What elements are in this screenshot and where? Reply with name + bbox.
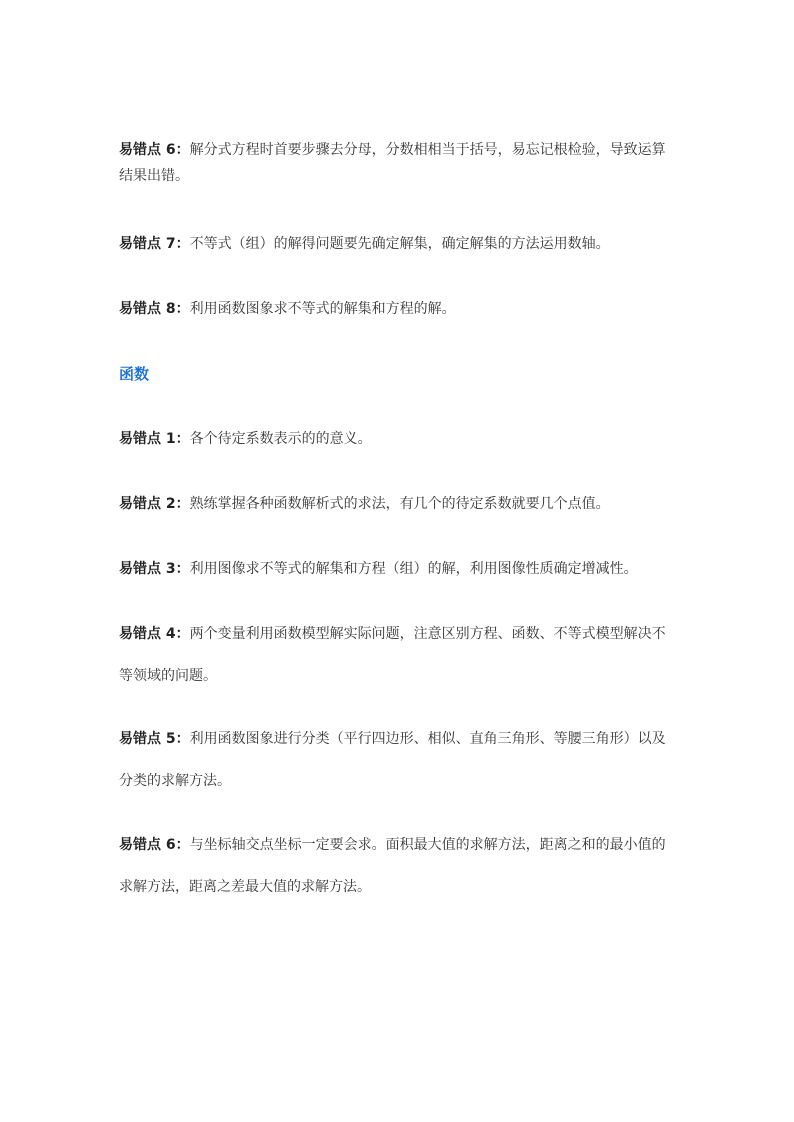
error-point-label: 易错点 7： [119, 236, 190, 252]
error-point-label: 易错点 2： [119, 496, 190, 512]
error-point-text: 利用函数图象进行分类（平行四边形、相似、直角三角形、等腰三角形）以及分类的求解方法。 [119, 731, 666, 789]
function-error-point-5 [119, 718, 679, 802]
function-error-point-2 [119, 491, 679, 517]
error-point-label: 易错点 6： [119, 837, 190, 853]
error-point-text: 与坐标轴交点坐标一定要会求。面积最大值的求解方法，距离之和的最小值的求解方法，距离之差最大值的求解方法。 [119, 837, 666, 895]
function-error-point-3 [119, 556, 679, 582]
error-point-label: 易错点 6： [119, 142, 190, 158]
error-point-label: 易错点 5： [119, 731, 190, 747]
function-error-point-4 [119, 613, 679, 697]
error-point-text: 解分式方程时首要步骤去分母，分数相相当于括号，易忘记根检验，导致运算结果出错。 [119, 142, 666, 184]
error-point-8-graph-solutions [119, 296, 679, 322]
error-point-text: 利用图像求不等式的解集和方程（组）的解，利用图像性质确定增减性。 [189, 561, 638, 577]
error-point-label: 易错点 8： [119, 301, 190, 317]
error-point-7-inequalities [119, 231, 679, 257]
error-point-6-equations [119, 137, 679, 189]
section-heading-functions: 函数 [119, 365, 150, 383]
error-point-text: 各个待定系数表示的的意义。 [189, 431, 372, 447]
error-point-text: 两个变量利用函数模型解实际问题，注意区别方程、函数、不等式模型解决不等领域的问题。 [119, 626, 666, 684]
error-point-text: 利用函数图象求不等式的解集和方程的解。 [189, 301, 456, 317]
error-point-label: 易错点 3： [119, 561, 190, 577]
error-point-label: 易错点 4： [119, 626, 190, 642]
function-error-point-1 [119, 426, 679, 452]
error-point-text: 不等式（组）的解得问题要先确定解集，确定解集的方法运用数轴。 [189, 236, 610, 252]
error-point-text: 熟练掌握各种函数解析式的求法，有几个的待定系数就要几个点值。 [189, 496, 610, 512]
error-point-label: 易错点 1： [119, 431, 190, 447]
function-error-point-6 [119, 824, 679, 908]
